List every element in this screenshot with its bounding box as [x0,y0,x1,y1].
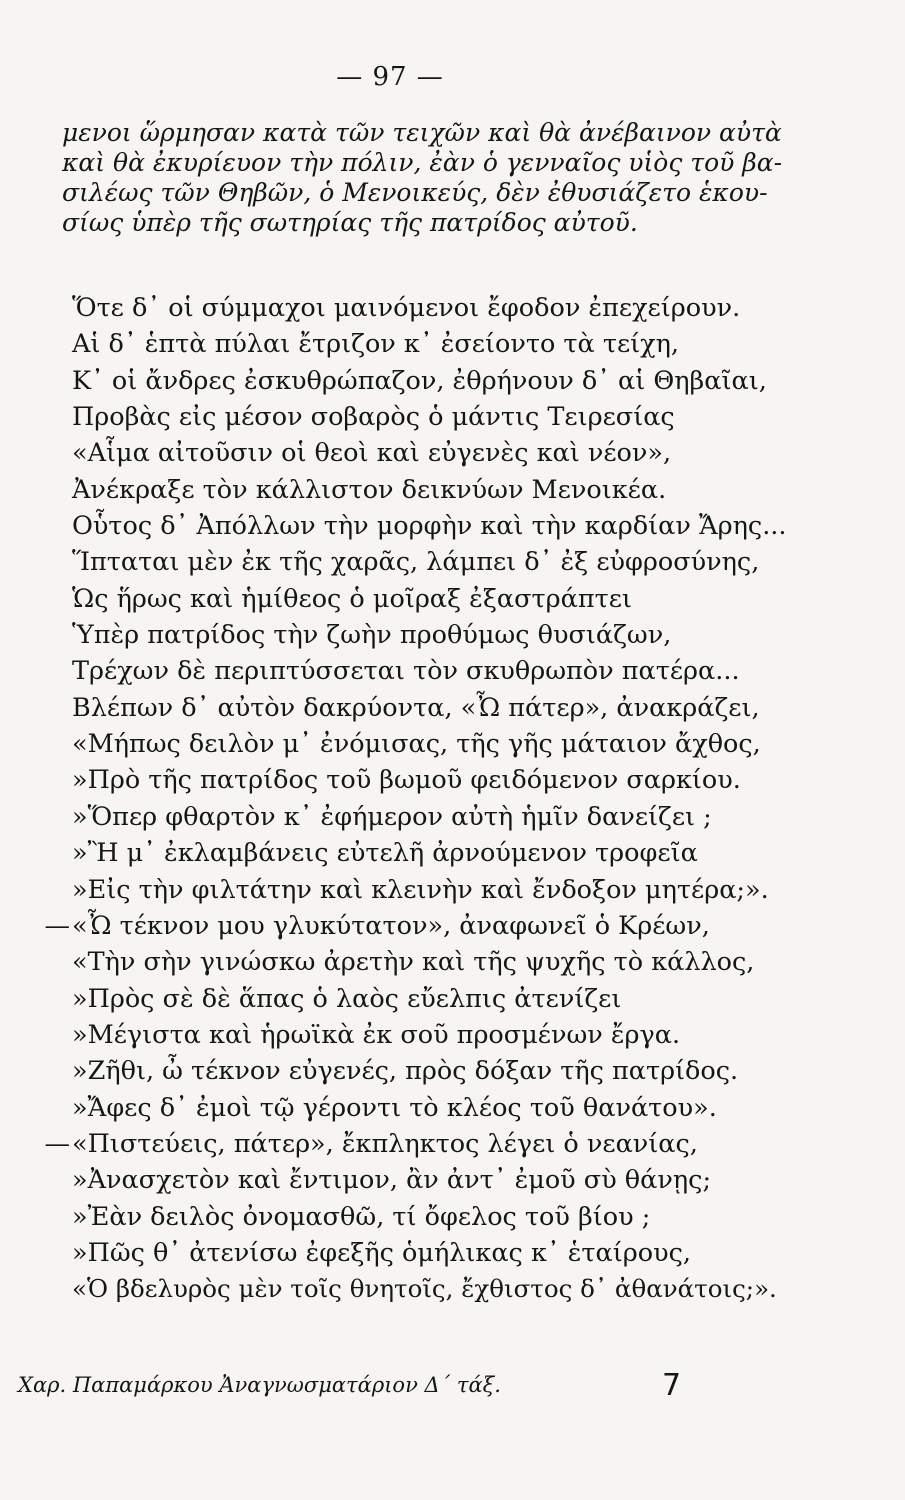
poem-line [30,1235,790,1271]
poem-line-text: »Πῶς θ᾽ ἀτενίσω ἐφεξῆς ὁμήλικας κ᾽ ἑταίρους, [72,1237,691,1268]
poem-line [30,581,790,617]
poem-line [30,326,790,362]
prose-line: σιλέως τῶν Θηβῶν, ὁ Μενοικεύς, δὲν ἐθυσιάζετο ἑκου- [62,178,768,207]
poem-line-text: »Ἀνασχετὸν καὶ ἔντιμον, ἂν ἀντ᾽ ἐμοῦ σὺ θάνῃς; [72,1165,712,1196]
prose-line: μενοι ὥρμησαν κατὰ τῶν τειχῶν καὶ θὰ ἀνέβαινον αὐτὰ [62,118,782,147]
poem-line-text: »Πρὸς σὲ δὲ ἅπας ὁ λαὸς εὔελπις ἀτενίζει [72,983,622,1014]
poem-line-text: Ὅτε δ᾽ οἱ σύμμαχοι μαινόμενοι ἔφοδον ἐπεχείρουν. [72,293,741,323]
poem-line-text: »Ζῆθι, ὦ τέκνον εὐγενές, πρὸς δόξαν τῆς πατρίδος. [72,1056,739,1087]
poem-line-text: »Ὅπερ φθαρτὸν κ᾽ ἐφήμερον αὐτὴ ἡμῖν δανείζει ; [72,801,712,832]
poem-line-text: Κ᾽ οἱ ἄνδρες ἐσκυθρώπαζον, ἐθρήνουν δ᾽ αἱ Θηβαῖαι, [72,365,767,396]
poem-line [30,508,790,544]
footer-citation: Χαρ. Παπαμάρκου Ἀναγνωσματάριον Δ´ τάξ. [18,1373,501,1397]
poem-line [30,762,790,798]
poem-line-text: Ἀνέκραξε τὸν κάλλιστον δεικνύων Μενοικέα. [72,474,667,505]
signature-mark: 7 [662,1368,682,1403]
page-number: — 97 — [336,62,444,92]
poem-line-text: Βλέπων δ᾽ αὐτὸν δακρύοντα, «Ὦ πάτερ», ἀνακράζει, [72,692,760,723]
poem-line-text: »Εἰς τὴν φιλτάτην καὶ κλεινὴν καὶ ἔνδοξον μητέρα;». [72,874,769,905]
poem-line [30,908,790,944]
poem-line-text: »Πρὸ τῆς πατρίδος τοῦ βωμοῦ φειδόμενον σαρκίου. [72,765,741,796]
poem-line [30,1017,790,1053]
poem-line-text: «Πιστεύεις, πάτερ», ἔκπληκτος λέγει ὁ νεανίας, [72,1128,698,1159]
poem-line [30,1053,790,1089]
poem-line-text: Τρέχων δὲ περιπτύσσεται τὸν σκυθρωπὸν πατέρα... [72,656,740,687]
poem-line [30,1090,790,1126]
poem-line [30,472,790,508]
poem-line-text: »Ἐὰν δειλὸς ὀνομασθῶ, τί ὄφελος τοῦ βίου ; [72,1201,651,1232]
poem-line [30,1162,790,1198]
dialogue-dash: — [44,910,70,941]
prose-line: καὶ θὰ ἐκυρίευον τὴν πόλιν, ἐὰν ὁ γενναῖος υἱὸς τοῦ βα- [62,148,783,177]
poem-line [30,617,790,653]
poem-line [30,1126,790,1162]
poem-line [30,872,790,908]
poem-line [30,363,790,399]
poem-line-text: Αἱ δ᾽ ἑπτὰ πύλαι ἔτριζον κ᾽ ἐσείοντο τὰ τείχη, [72,329,680,360]
poem-line [30,799,790,835]
poem-line [30,290,790,326]
poem-line-text: «Αἷμα αἰτοῦσιν οἱ θεοὶ καὶ εὐγενὲς καὶ νέον», [72,438,672,469]
poem-line [30,835,790,871]
poem-line-text: »Μέγιστα καὶ ἡρωϊκὰ ἐκ σοῦ προσμένων ἔργα. [72,1019,681,1050]
poem-line [30,690,790,726]
poem-line [30,1271,790,1307]
poem-line [30,435,790,471]
poem-line-text: Προβὰς εἰς μέσον σοβαρὸς ὁ μάντις Τειρεσίας [72,402,675,433]
poem-line [30,653,790,689]
prose-paragraph [62,118,783,238]
poem-line-text: Οὗτος δ᾽ Ἀπόλλων τὴν μορφὴν καὶ τὴν καρδίαν Ἄρης... [72,511,787,542]
poem-line-text: «Ὦ τέκνον μου γλυκύτατον», ἀναφωνεῖ ὁ Κρέων, [72,910,710,941]
poem-line [30,1199,790,1235]
poem-line [30,981,790,1017]
poem-line-text: Ὡς ἥρως καὶ ἡμίθεος ὁ μοῖραξ ἐξαστράπτει [72,583,632,614]
poem-line-text: Ὑπὲρ πατρίδος τὴν ζωὴν προθύμως θυσιάζων, [72,620,672,651]
poem-line-text: «Ὁ βδελυρὸς μὲν τοῖς θνητοῖς, ἔχθιστος δ᾽ ἀθανάτοις;». [72,1274,777,1304]
poem-line-text: «Τὴν σὴν γινώσκω ἀρετὴν καὶ τῆς ψυχῆς τὸ κάλλος, [72,947,755,978]
dialogue-dash: — [44,1128,70,1159]
poem-line [30,399,790,435]
poem-line [30,944,790,980]
prose-line: σίως ὑπὲρ τῆς σωτηρίας τῆς πατρίδος αὐτοῦ. [62,208,638,237]
poem-line [30,726,790,762]
poem-line-text: «Μήπως δειλὸν μ᾽ ἐνόμισας, τῆς γῆς μάταιον ἄχθος, [72,729,761,760]
poem [30,290,790,1308]
poem-line [30,544,790,580]
poem-line-text: »Ἢ μ᾽ ἐκλαμβάνεις εὐτελῆ ἀρνούμενον τροφεῖα [72,838,698,869]
poem-line-text: Ἵπταται μὲν ἐκ τῆς χαρᾶς, λάμπει δ᾽ ἐξ εὐφροσύνης, [72,547,760,578]
poem-line-text: »Ἄφες δ᾽ ἐμοὶ τῷ γέροντι τὸ κλέος τοῦ θανάτου». [72,1092,717,1123]
